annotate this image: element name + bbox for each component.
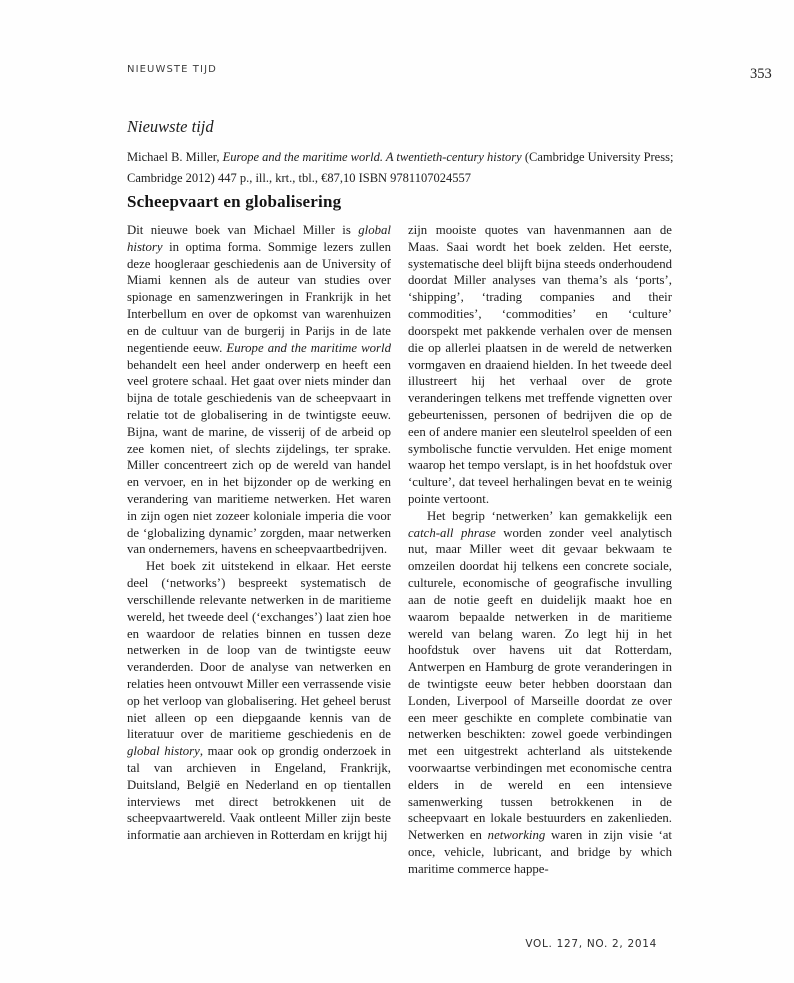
page-number: 353 [750,66,772,82]
column-left [127,222,391,900]
paragraph: Het boek zit uitstekend in elkaar. Het eerste deel (‘networks’) bespreekt systematisch de verschillende relevante netwerken in de maritieme wereld, het tweede deel (‘exchanges’) laat zien hoe en waardoor de relaties binnen en tussen deze netwerken in de loop van de twintigste eeuw veranderden. Door de analyse van netwerken en relaties heen ontvouwt Miller een verrassende visie op het verloop van globalisering. Het geheel berust niet alleen op een diepgaande kennis van de literatuur over de maritieme geschiedenis en de global history, maar ook op grondig onderzoek in tal van archieven in Engeland, Frankrijk, Duitsland, België en Nederland en op tientallen interviews met direct betrokkenen uit de scheepvaartwereld. Vaak ontleent Miller zijn beste informatie aan archieven in Rotterdam en krijgt hij [127,559,391,843]
section-title: Nieuwste tijd [127,117,214,136]
paragraph: Dit nieuwe boek van Michael Miller is global history in optima forma. Sommige lezers zullen deze hoogleraar geschiedenis aan de University of Miami kennen als de auteur van studies over spionage en samenzweringen in Frankrijk in het Interbellum en over de opkomst van warenhuizen en de cultuur van de burgerij in Parijs in de late negentiende eeuw. Europe and the maritime world behandelt een heel ander onderwerp en heeft een veel grotere schaal. Het gaat over niets minder dan bijna de totale geschiedenis van de scheepvaart in relatie tot de globalisering in de twintigste eeuw. Bijna, want de marine, de visserij of de arbeid op zee komen niet, of slechts zijdelings, ter sprake. Miller concentreert zich op de wereld van handel en vervoer, en in het bijzonder op de werking en verandering van maritieme netwerken. Het waren in zijn ogen niet zozeer koloniale imperia die voor de ‘globalizing dynamic’ zorgden, maar netwerken van ondernemers, havens en scheepvaartbedrijven. [127,223,391,557]
paragraph: zijn mooiste quotes van havenmannen aan de Maas. Saai wordt het boek zelden. Het eerste, systematische deel blijft bijna steeds onderhoudend doordat Miller analyses van thema’s als ‘ports’, ‘shipping’, ‘trading companies and their commodities’, ‘commodities’ en ‘culture’ doorspekt met pakkende verhalen over de mensen die op allerlei plaatsen in de wereld de netwerken vormgaven en draaiend hielden. In het tweede deel illustreert hij het verhaal over de grote veranderingen telkens met treffende vignetten over gebeurtenissen, personen of bedrijven die op de een of andere manier een sleutelrol speelden of een symbolische functie vervulden. Het enige moment waarop het tempo verslapt, is in het hoofdstuk over ‘culture’, dat teveel herhalingen bevat en te weinig pointe vertoont. [408,223,672,506]
article-body [127,222,673,900]
book-citation: Michael B. Miller, Europe and the maritime world. A twentieth-century history (Cambridge University Press; Cambridge 2012) 447 p., ill., krt., tbl., €87,10 ISBN 9781107024557 [127,150,674,185]
journal-footer: VOL. 127, NO. 2, 2014 [525,938,657,950]
article-title: Scheepvaart en globalisering [127,192,342,211]
paragraph: Het begrip ‘netwerken’ kan gemakkelijk een catch-all phrase worden zonder veel analytisch nut, maar Miller weet dit gevaar bekwaam te omzeilen doordat hij telkens een concrete sociale, culturele, economische of geografische invulling aan de notie geeft en duidelijk maakt hoe en waarom bepaalde netwerken in de maritieme wereld van belang waren. Zo legt hij in het hoofdstuk over havens uit dat Rotterdam, Antwerpen en Hamburg de grote veranderingen in de twintigste eeuw beter hebben doorstaan dan Londen, Liverpool of Marseille doordat ze over een meer geschikte en complete combinatie van netwerken beschikten: zowel goede verbindingen met een uitgestrekt achterland als uitstekende voorwaartse verbindingen met economische centra elders in de wereld en een intensieve samenwerking tussen betrokkenen in de scheepvaart en lokale bestuurders en zakenlieden. Netwerken en networking waren in zijn visie ‘at once, vehicle, lubricant, and bridge by which maritime commerce happe- [408,508,672,876]
running-header: NIEUWSTE TIJD [127,64,217,75]
column-right [408,222,672,900]
